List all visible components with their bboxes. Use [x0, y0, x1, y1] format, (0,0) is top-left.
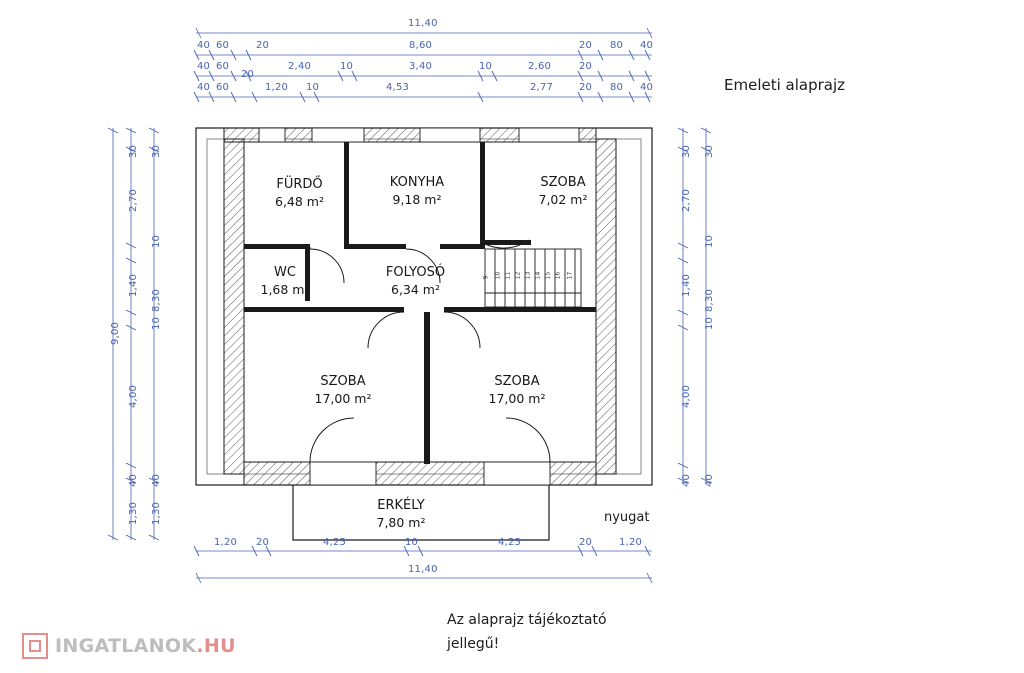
- dim-bottom1-5: 20: [579, 537, 593, 548]
- dim-left-b-2: 8,30: [151, 288, 162, 312]
- stair-step-6: 15: [544, 271, 552, 280]
- dim-left-b-1: 10: [151, 234, 162, 248]
- dim-top4-8: 40: [640, 82, 654, 93]
- room-furdo-area: 6,48 m²: [275, 193, 324, 209]
- dim-top3-3: 2,40: [288, 61, 312, 72]
- orientation-label: nyugat: [604, 510, 650, 525]
- dim-bottom1-4: 4,25: [498, 537, 522, 548]
- dim-left-a-3: 4,00: [128, 384, 139, 408]
- dim-right-b-2: 8,30: [704, 288, 715, 312]
- dim-bottom1-6: 1,20: [619, 537, 643, 548]
- dim-top2-3: 8,60: [409, 40, 433, 51]
- stair-step-1: 10: [494, 271, 502, 280]
- room-furdo-name: FÜRDŐ: [276, 177, 323, 192]
- dim-left-b-5: 1,30: [151, 501, 162, 525]
- dim-right-b-3: 10: [704, 316, 715, 330]
- disclaimer-line-2: jellegű!: [447, 636, 500, 652]
- watermark-text-accent: .HU: [196, 635, 236, 657]
- dim-top3-7: 2,60: [528, 61, 552, 72]
- room-szoba-right-area: 17,00 m²: [488, 390, 546, 406]
- stair-step-3: 12: [514, 271, 522, 280]
- dim-top4-3: 10: [306, 82, 320, 93]
- dim-top2-0: 40: [197, 40, 211, 51]
- room-konyha-name: KONYHA: [389, 175, 445, 190]
- watermark-text-main: INGATLANOK: [55, 635, 197, 657]
- room-szoba-right: [457, 373, 577, 407]
- dim-right-a-2: 1,40: [681, 273, 692, 297]
- dim-top3-1: 60: [216, 61, 230, 72]
- dim-left-a-2: 1,40: [128, 273, 139, 297]
- dim-right-a-1: 2,70: [681, 188, 692, 212]
- dim-top4-4: 4,53: [386, 82, 410, 93]
- dim-top4-1: 60: [216, 82, 230, 93]
- room-wc-area: 1,68 m²: [260, 281, 310, 297]
- room-erkely: [341, 497, 461, 531]
- room-konyha-area: 9,18 m²: [392, 191, 442, 207]
- room-wc: [240, 264, 330, 298]
- dim-top2-4: 20: [579, 40, 593, 51]
- dim-top3-4: 10: [340, 61, 354, 72]
- dim-top3-5: 3,40: [409, 61, 433, 72]
- dim-right-b-1: 10: [704, 234, 715, 248]
- dim-left-a-4: 40: [128, 473, 139, 487]
- room-folyoso-name: FOLYOSÓ: [385, 265, 446, 280]
- dim-top4-2: 1,20: [265, 82, 289, 93]
- dim-top3-6: 10: [479, 61, 493, 72]
- dim-right-a-4: 40: [681, 473, 692, 487]
- room-szoba-top: [508, 174, 618, 208]
- room-szoba-right-name: SZOBA: [494, 374, 540, 389]
- dim-bottom1-0: 1,20: [214, 537, 238, 548]
- room-szoba-top-name: SZOBA: [540, 175, 586, 190]
- dim-right-a-3: 4,00: [681, 384, 692, 408]
- room-szoba-left-area: 17,00 m²: [314, 390, 372, 406]
- room-szoba-top-area: 7,02 m²: [538, 191, 588, 207]
- stair-step-4: 13: [524, 271, 532, 280]
- dim-top-total: 11,40: [408, 18, 438, 29]
- room-szoba-left: [283, 373, 403, 407]
- dim-top4-5: 2,77: [530, 82, 554, 93]
- dim-left-b-4: 40: [151, 473, 162, 487]
- room-folyoso-area: 6,34 m²: [391, 281, 440, 297]
- stair-step-2: 11: [504, 271, 512, 280]
- stair-step-5: 14: [534, 271, 542, 280]
- dim-top4-7: 80: [610, 82, 624, 93]
- dim-top3-2: 20: [241, 69, 255, 80]
- room-konyha: [362, 174, 472, 208]
- dim-bottom1-1: 20: [256, 537, 270, 548]
- dim-top2-2: 20: [256, 40, 270, 51]
- room-szoba-left-name: SZOBA: [320, 374, 366, 389]
- dim-right-b-4: 40: [704, 473, 715, 487]
- room-wc-name: WC: [274, 265, 296, 280]
- stair-step-8: 17: [566, 271, 574, 280]
- dim-bottom-total: 11,40: [408, 564, 438, 575]
- dim-left-a-5: 1,30: [128, 501, 139, 525]
- dim-top4-0: 40: [197, 82, 211, 93]
- dim-left-total: 9,00: [110, 321, 121, 345]
- dim-top3-8: 20: [579, 61, 593, 72]
- dim-bottom1-2: 4,25: [323, 537, 347, 548]
- room-erkely-name: ERKÉLY: [377, 498, 425, 513]
- room-folyoso: [358, 264, 473, 298]
- dim-left-a-1: 2,70: [128, 188, 139, 212]
- room-furdo: [247, 176, 352, 210]
- dim-right-a-0: 30: [681, 144, 692, 158]
- dim-top2-5: 80: [610, 40, 624, 51]
- watermark-logo-icon: [22, 633, 48, 659]
- dim-top2-1: 60: [216, 40, 230, 51]
- room-erkely-area: 7,80 m²: [376, 514, 426, 530]
- dim-left-a-0: 30: [128, 144, 139, 158]
- dim-top3-0: 40: [197, 61, 211, 72]
- dim-bottom1-3: 10: [405, 537, 419, 548]
- page-title: Emeleti alaprajz: [724, 76, 846, 94]
- dim-left-b-3: 10: [151, 316, 162, 330]
- watermark: [22, 633, 236, 659]
- dim-top2-6: 40: [640, 40, 654, 51]
- watermark-text: [55, 635, 236, 657]
- dim-left-b-0: 30: [151, 144, 162, 158]
- disclaimer-line-1: Az alaprajz tájékoztató: [447, 612, 607, 628]
- stair-step-7: 16: [554, 271, 562, 280]
- stair-step-0: 9: [482, 275, 490, 280]
- dim-top4-6: 20: [579, 82, 593, 93]
- dim-right-b-0: 30: [704, 144, 715, 158]
